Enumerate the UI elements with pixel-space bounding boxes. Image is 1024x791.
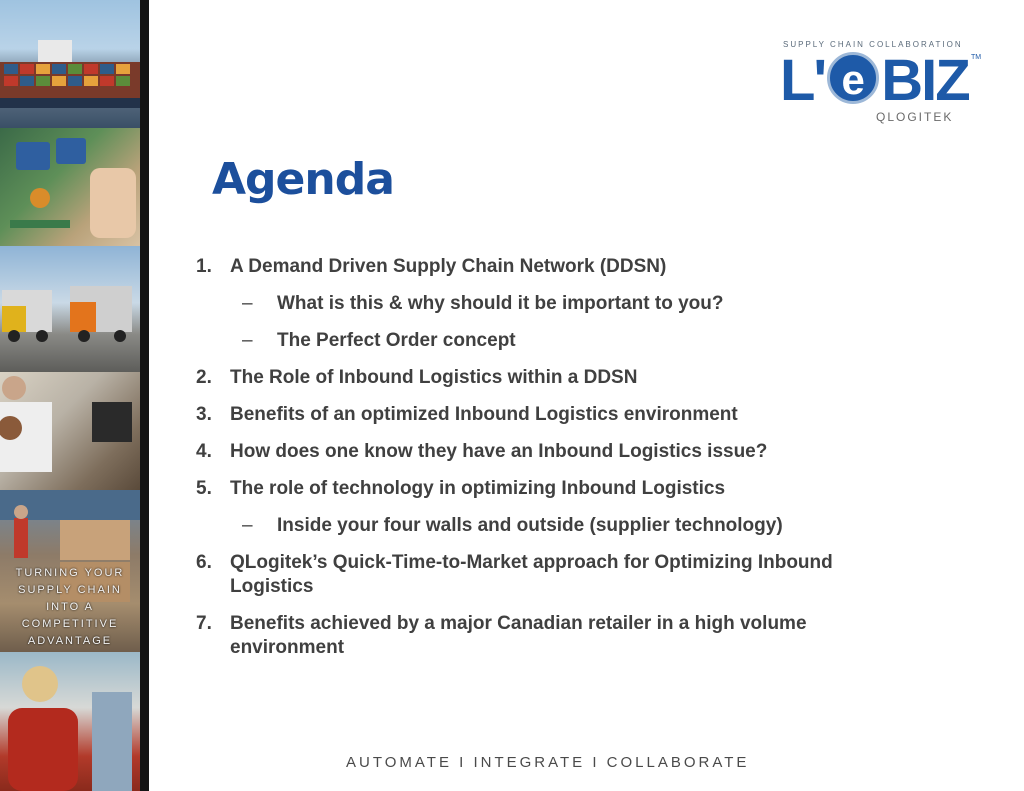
agenda-item-text: QLogitek’s Quick-Time-to-Market approach for Optimizing Inbound Logistics [230,552,833,597]
lebiz-logo [780,40,980,126]
cargo-ship-illustration [0,0,140,128]
office-workers-photo [0,372,140,490]
logo-wordmark-right: BIZ [881,48,969,113]
agenda-item-text: The Role of Inbound Logistics within a DDSN [230,367,638,388]
agenda-item-text: How does one know they have an Inbound Logistics issue? [230,441,768,462]
agenda-subitem [196,329,916,353]
agenda-item-number: 7. [196,613,212,634]
agenda-list [196,255,916,673]
agenda-item [196,366,916,390]
slide-title: Agenda [212,154,394,205]
circuit-board-illustration [0,128,140,246]
circuit-board-photo [0,128,140,246]
shopper-photo [0,652,140,791]
tagline-line: SUPPLY CHAIN [18,584,122,596]
logo-wordmark [780,48,969,114]
cargo-ship-photo [0,0,140,128]
agenda-item [196,255,916,279]
tagline-line: INTO A [46,601,94,613]
agenda-item-text: The role of technology in optimizing Inbound Logistics [230,478,726,499]
agenda-item-text: A Demand Driven Supply Chain Network (DDSN) [230,256,667,277]
dash-bullet: – [242,293,253,314]
tagline-line: ADVANTAGE [27,635,113,647]
sidebar-photo-strip [0,0,140,791]
logo-trademark: TM [971,54,982,61]
agenda-subitem [196,292,916,316]
agenda-subitem-text: Inside your four walls and outside (supplier technology) [277,515,783,536]
dash-bullet: – [242,515,253,536]
office-workers-illustration [0,372,140,490]
agenda-item-number: 5. [196,478,212,499]
agenda-item [196,440,916,464]
sidebar-tagline [0,565,140,650]
shopper-illustration [0,652,140,791]
agenda-item-text: Benefits achieved by a major Canadian retailer in a high volume environment [230,613,807,658]
agenda-item [196,551,916,599]
tagline-line: TURNING YOUR [15,567,125,579]
logo-wordmark-left: L' [780,48,826,113]
logo-e-circle: e [827,52,879,104]
logo-company-name: QLOGITEK [876,110,954,124]
agenda-subitem-text: What is this & why should it be important to you? [277,293,724,314]
sidebar-divider [140,0,149,791]
trucks-illustration [0,246,140,372]
agenda-subitem [196,514,916,538]
agenda-item [196,612,916,660]
trucks-photo [0,246,140,372]
agenda-item-text: Benefits of an optimized Inbound Logistics environment [230,404,738,425]
logo-tagline: SUPPLY CHAIN COLLABORATION [783,40,963,49]
agenda-item [196,477,916,501]
dash-bullet: – [242,330,253,351]
agenda-item-number: 1. [196,256,212,277]
agenda-item [196,403,916,427]
tagline-line: COMPETITIVE [21,618,119,630]
agenda-item-number: 4. [196,441,212,462]
footer-slogan: AUTOMATE I INTEGRATE I COLLABORATE [346,754,750,771]
agenda-item-number: 6. [196,552,212,573]
agenda-item-number: 3. [196,404,212,425]
agenda-item-number: 2. [196,367,212,388]
agenda-subitem-text: The Perfect Order concept [277,330,516,351]
